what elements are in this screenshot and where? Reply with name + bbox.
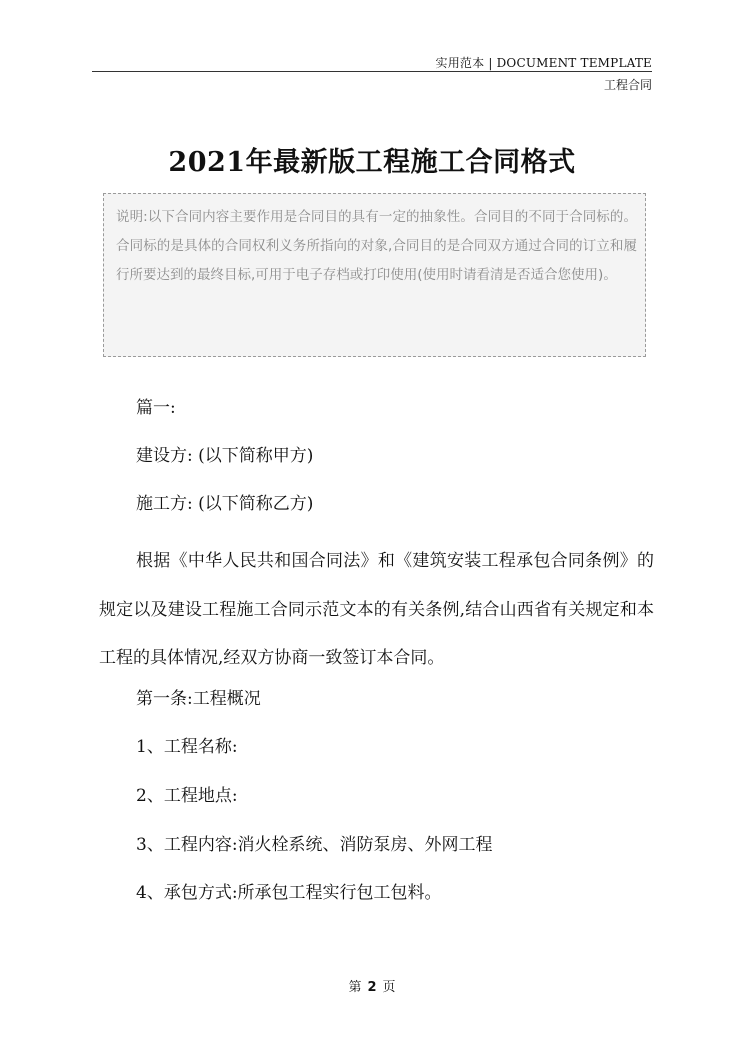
contractor-line: 施工方: (以下简称乙方)	[136, 494, 314, 514]
notice-text: 说明:以下合同内容主要作用是合同目的具有一定的抽象性。合同目的不同于合同标的。合同标的是具体的合同权利义务所指向的对象,合同目的是合同双方通过合同的订立和履行所要达到的最终目标,可用于电子存档或打印使用(使用时请看清是否适合您使用)。	[116, 209, 637, 283]
page-number: 2	[367, 980, 377, 995]
item-project-scope: 3、工程内容:消火栓系统、消防泵房、外网工程	[136, 835, 493, 855]
notice-box	[103, 193, 646, 357]
header-category-label: 工程合同	[603, 78, 652, 92]
document-title: 2021年最新版工程施工合同格式	[168, 147, 576, 178]
page-footer	[0, 976, 744, 995]
header-divider	[92, 71, 652, 72]
section-label: 篇一:	[136, 398, 176, 418]
footer-prefix: 第	[348, 980, 362, 995]
item-contract-method: 4、承包方式:所承包工程实行包工包料。	[136, 883, 442, 903]
basis-paragraph: 根据《中华人民共和国合同法》和《建筑安装工程承包合同条例》的规定以及建设工程施工合同示范文本的有关条例,结合山西省有关规定和本工程的具体情况,经双方协商一致签订本合同。	[99, 551, 654, 668]
article-title: 第一条:工程概况	[136, 689, 261, 709]
footer-suffix: 页	[382, 980, 396, 995]
employer-line: 建设方: (以下简称甲方)	[136, 446, 314, 466]
header-template-label: 实用范本 | DOCUMENT TEMPLATE	[435, 56, 652, 70]
item-project-name: 1、工程名称:	[136, 737, 238, 757]
item-project-location: 2、工程地点:	[136, 786, 238, 806]
